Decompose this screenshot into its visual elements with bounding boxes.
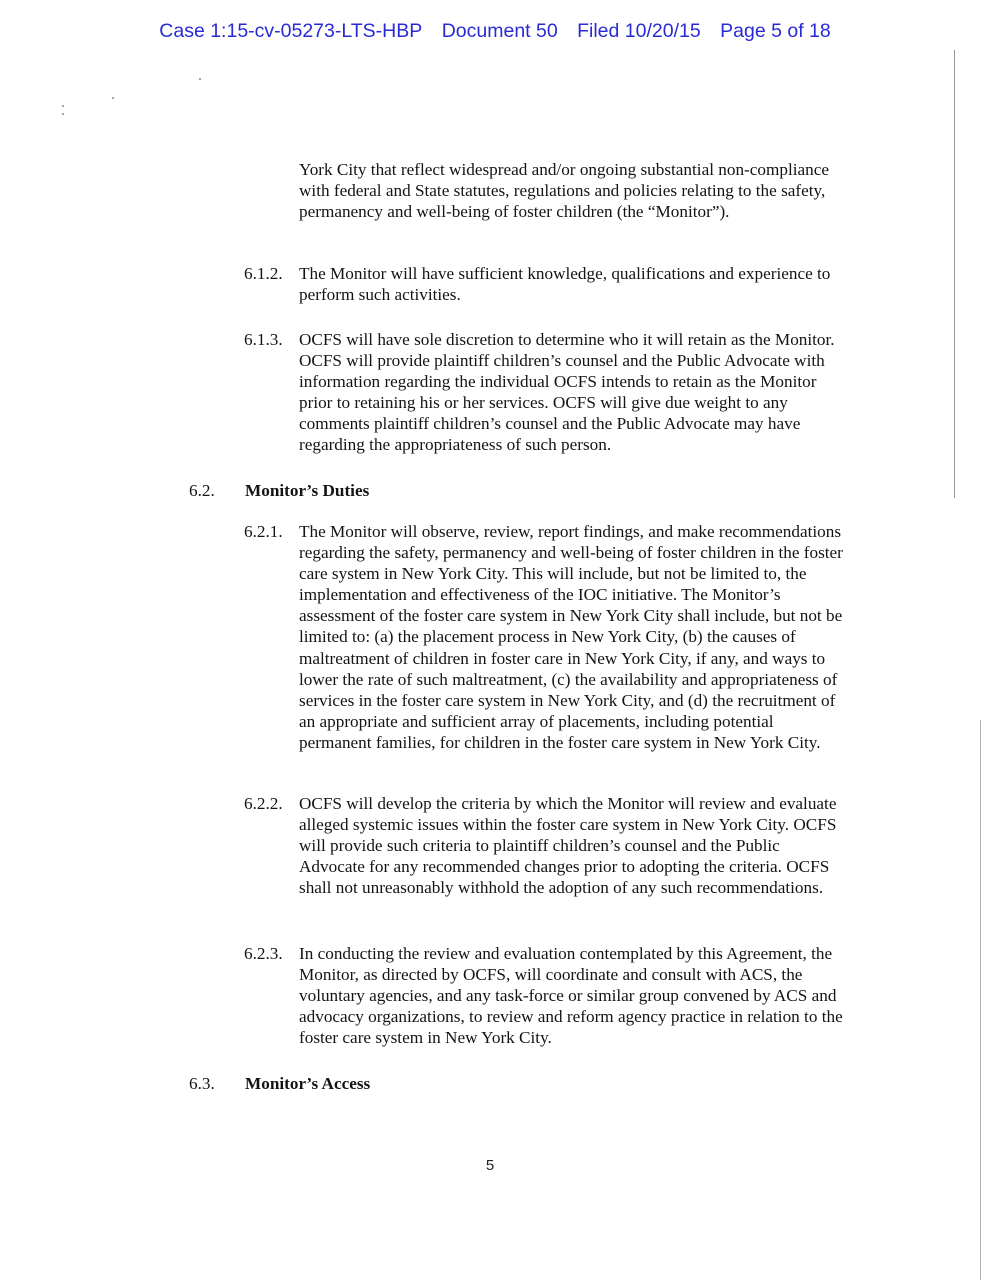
section-text: The Monitor will have sufficient knowledge, qualifications and experience to perform such activities. [299,264,831,305]
case-number: Case 1:15-cv-05273-LTS-HBP [159,20,423,42]
document-number: Document 50 [441,20,558,42]
scan-edge-line [954,50,955,498]
section-text: OCFS will develop the criteria by which the Monitor will review and evaluate alleged systemic issues within the foster care system in New York City. OCFS will provide such criteria to plaintiff children’s counsel and the Public Advocate for any recommended changes prior to adopting the criteria. OCFS shall not unreasonably withhold the adoption of any such recommendations. [299,794,837,898]
section-number: 6.2.1. [244,522,283,541]
heading-title: Monitor’s Duties [245,481,370,500]
heading-number: 6.2. [189,481,215,500]
page-of-total: Page 5 of 18 [720,20,831,42]
section-number: 6.2.3. [244,944,283,963]
scan-speck [199,78,201,80]
scan-speck [112,97,114,99]
section-text: The Monitor will observe, review, report findings, and make recommendations regarding the safety, permanency and well-being of foster children in the foster care system in New York City. This will include, but not be limited to, the implementation and effectiveness of the IOC initiative. The Monitor’s assessment of the foster care system in New York City shall include, but not be limited to: (a) the placement process in New York City, (b) the causes of maltreatment of children in foster care in New York City, if any, and ways to lower the rate of such maltreatment, (c) the availability and appropriateness of services in the foster care system in New York City, and (d) the recruitment of an appropriate and sufficient array of placements, including potential permanent families, for children in the foster care system in New York City. [299,522,843,752]
filed-date: Filed 10/20/15 [577,20,701,42]
section-text: In conducting the review and evaluation contemplated by this Agreement, the Monitor, as directed by OCFS, will coordinate and consult with ACS, the voluntary agencies, and any task-force or similar group convened by ACS and advocacy organizations, to review and reform agency practice in relation to the foster care system in New York City. [299,944,843,1048]
scan-speck [62,105,64,107]
scan-edge-line-lower [980,720,981,1280]
heading-title: Monitor’s Access [245,1074,371,1093]
ecf-header [0,20,990,43]
heading-number: 6.3. [189,1074,215,1093]
scan-speck [62,113,64,115]
section-text: OCFS will have sole discretion to determine who it will retain as the Monitor. OCFS will provide plaintiff children’s counsel and the Public Advocate with information regarding the individual OCFS intends to retain as the Monitor prior to retaining his or her services. OCFS will give due weight to any comments plaintiff children’s counsel and the Public Advocate may have regarding the appropriateness of such person. [299,330,835,455]
section-number: 6.2.2. [244,794,283,813]
page-number: 5 [485,1157,495,1174]
section-number: 6.1.3. [244,330,283,349]
continuation-paragraph: York City that reflect widespread and/or ongoing substantial non-compliance with federal and State statutes, regulations and policies relating to the safety, permanency and well-being of foster children (the “Monitor”). [299,160,829,222]
section-number: 6.1.2. [244,264,283,283]
